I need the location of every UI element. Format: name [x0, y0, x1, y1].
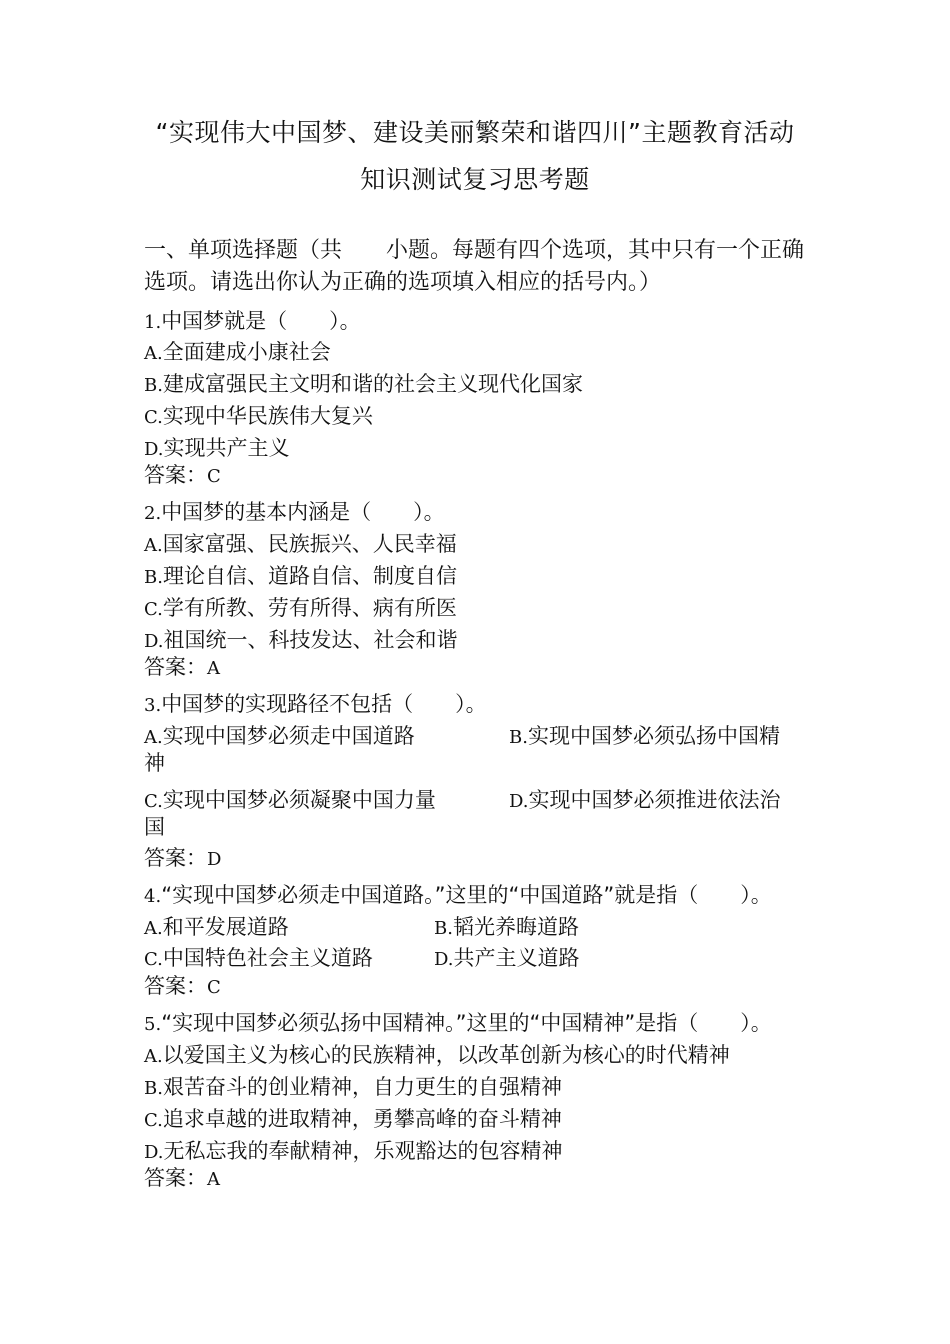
answer-value: C [207, 466, 221, 487]
question-4-stem [144, 881, 772, 911]
question-2-stem [144, 498, 445, 528]
question-number: 5. [144, 1014, 162, 1035]
document-title-line-1: “实现伟大中国梦、建设美丽繁荣和谐四川”主题教育活动 [155, 118, 795, 147]
question-3-option-b-wrap: 神 [144, 751, 165, 775]
answer-label: 答案： [144, 1166, 207, 1190]
question-5-answer [144, 1164, 220, 1194]
option-text: 全面建成小康社会 [162, 340, 331, 364]
option-text: 学有所教、劳有所得、病有所医 [162, 596, 457, 620]
question-4-option-a [144, 913, 289, 943]
question-2-answer [144, 653, 220, 683]
option-text: 艰苦奋斗的创业精神，自力更生的自强精神 [162, 1075, 562, 1099]
question-4-answer [144, 972, 221, 1002]
question-1-answer [144, 461, 221, 491]
option-text: 国家富强、民族振兴、人民幸福 [162, 532, 457, 556]
option-letter: D. [509, 791, 529, 812]
option-letter: B. [509, 727, 528, 748]
question-number: 2. [144, 503, 162, 524]
question-text: 中国梦就是（ ）。 [161, 309, 361, 333]
option-letter: D. [144, 439, 164, 460]
document-title-line-2: 知识测试复习思考题 [360, 165, 590, 194]
option-letter: A. [144, 727, 163, 748]
question-5-option-c [144, 1105, 562, 1135]
option-letter: D. [434, 949, 454, 970]
option-letter: A. [144, 535, 163, 556]
option-text: 以爱国主义为核心的民族精神，以改革创新为核心的时代精神 [162, 1043, 730, 1067]
answer-value: D [207, 849, 222, 870]
option-letter: B. [144, 1078, 163, 1099]
question-number: 1. [144, 312, 162, 333]
option-text: 韬光养晦道路 [452, 915, 579, 939]
option-text: 理论自信、道路自信、制度自信 [162, 564, 457, 588]
option-letter: D. [144, 631, 164, 652]
section-heading-line-1: 一、单项选择题（共 小题。每题有四个选项，其中只有一个正确 [144, 238, 805, 263]
option-text: 中国特色社会主义道路 [162, 946, 373, 970]
answer-value: C [207, 977, 221, 998]
option-text: 实现中国梦必须凝聚中国力量 [162, 788, 436, 812]
question-2-option-a [144, 530, 457, 560]
option-letter: B. [434, 918, 453, 939]
option-letter: C. [144, 1110, 163, 1131]
question-1-option-d [144, 434, 290, 464]
answer-value: A [207, 658, 220, 679]
section-heading-line-2: 选项。请选出你认为正确的选项填入相应的括号内。） [144, 270, 662, 295]
option-text: 追求卓越的进取精神，勇攀高峰的奋斗精神 [162, 1107, 562, 1131]
question-3-option-b [509, 722, 780, 752]
option-letter: C. [144, 949, 163, 970]
question-4-option-d [434, 944, 580, 974]
question-text: “实现中国梦必须走中国道路。”这里的“中国道路”就是指（ ）。 [161, 883, 772, 907]
option-letter: C. [144, 599, 163, 620]
question-5-option-b [144, 1073, 562, 1103]
option-letter: B. [144, 567, 163, 588]
question-2-option-b [144, 562, 457, 592]
question-5-stem [144, 1009, 772, 1039]
question-3-option-d [509, 786, 781, 816]
answer-label: 答案： [144, 846, 207, 870]
answer-label: 答案： [144, 974, 207, 998]
option-letter: A. [144, 918, 163, 939]
question-3-stem [144, 690, 487, 720]
question-text: 中国梦的实现路径不包括（ ）。 [161, 692, 487, 716]
question-number: 3. [144, 695, 162, 716]
answer-label: 答案： [144, 463, 207, 487]
question-2-option-d [144, 626, 458, 656]
option-letter: C. [144, 791, 163, 812]
option-text: 实现共产主义 [163, 436, 290, 460]
option-text: 无私忘我的奉献精神，乐观豁达的包容精神 [163, 1139, 563, 1163]
option-text: 实现中国梦必须弘扬中国精 [527, 724, 780, 748]
option-letter: C. [144, 407, 163, 428]
option-letter: A. [144, 1046, 163, 1067]
question-4-option-c [144, 944, 373, 974]
question-5-option-d [144, 1137, 563, 1167]
question-text: “实现中国梦必须弘扬中国精神。”这里的“中国精神”是指（ ）。 [161, 1011, 772, 1035]
option-text: 实现中华民族伟大复兴 [162, 404, 373, 428]
question-1-option-b [144, 370, 583, 400]
option-text: 和平发展道路 [162, 915, 289, 939]
question-2-option-c [144, 594, 457, 624]
question-1-stem [144, 307, 361, 337]
question-5-option-a [144, 1041, 730, 1071]
question-1-option-c [144, 402, 373, 432]
option-text: 实现中国梦必须走中国道路 [162, 724, 415, 748]
option-text: 共产主义道路 [453, 946, 580, 970]
option-letter: A. [144, 343, 163, 364]
option-text: 实现中国梦必须推进依法治 [528, 788, 781, 812]
option-text: 建成富强民主文明和谐的社会主义现代化国家 [162, 372, 583, 396]
question-number: 4. [144, 886, 162, 907]
option-letter: D. [144, 1142, 164, 1163]
option-text: 祖国统一、科技发达、社会和谐 [163, 628, 458, 652]
question-3-option-a [144, 722, 415, 752]
question-4-option-b [434, 913, 579, 943]
question-1-option-a [144, 338, 331, 368]
question-text: 中国梦的基本内涵是（ ）。 [161, 500, 445, 524]
question-3-option-d-wrap: 国 [144, 815, 165, 839]
option-letter: B. [144, 375, 163, 396]
question-3-answer [144, 844, 221, 874]
answer-value: A [207, 1169, 220, 1190]
answer-label: 答案： [144, 655, 207, 679]
question-3-option-c [144, 786, 436, 816]
